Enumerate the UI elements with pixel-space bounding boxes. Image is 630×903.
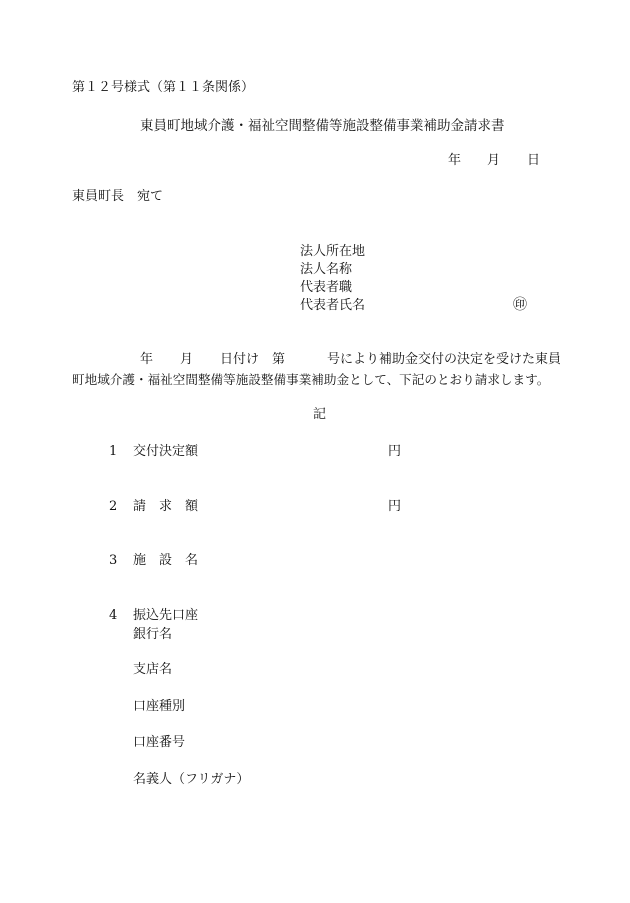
account-holder-label: 名義人（フリガナ） <box>133 772 250 787</box>
addressee: 東員町長 宛て <box>72 189 164 204</box>
item-label: 振込先口座 <box>133 608 199 623</box>
date-day: 日 <box>527 153 541 168</box>
branch-name-label: 支店名 <box>133 662 173 677</box>
item-number: 3 <box>109 553 118 568</box>
item-number: 2 <box>109 499 118 514</box>
item-label: 請 求 額 <box>133 499 199 514</box>
item-label: 交付決定額 <box>133 444 199 459</box>
body-dated: 日付け <box>220 352 260 367</box>
representative-title-label: 代表者職 <box>300 280 353 295</box>
account-type-label: 口座種別 <box>133 699 186 714</box>
body-line1-rest: 号により補助金交付の決定を受けた東員 <box>327 352 562 367</box>
bank-name-label: 銀行名 <box>133 627 173 642</box>
account-number-label: 口座番号 <box>133 735 186 750</box>
applicant-address-label: 法人所在地 <box>300 244 366 259</box>
item-number: 1 <box>109 444 118 459</box>
representative-name-label: 代表者氏名 <box>300 298 366 313</box>
item-number: 4 <box>109 608 118 623</box>
date-month: 月 <box>487 153 501 168</box>
body-number-prefix: 第 <box>272 352 286 367</box>
item-unit-yen: 円 <box>388 444 402 459</box>
seal-mark: ㊞ <box>513 297 527 313</box>
body-month: 月 <box>180 352 194 367</box>
applicant-name-label: 法人名称 <box>300 262 353 277</box>
body-line2: 町地域介護・福祉空間整備等施設整備事業補助金として、下記のとおり請求します。 <box>72 372 550 387</box>
form-number: 第１２号様式（第１１条関係） <box>72 80 255 95</box>
item-unit-yen: 円 <box>388 499 402 514</box>
date-year: 年 <box>448 153 462 168</box>
document-title: 東員町地域介護・福祉空間整備等施設整備事業補助金請求書 <box>140 118 505 134</box>
ki-heading: 記 <box>313 407 327 422</box>
item-label: 施 設 名 <box>133 553 199 568</box>
body-year: 年 <box>140 352 154 367</box>
